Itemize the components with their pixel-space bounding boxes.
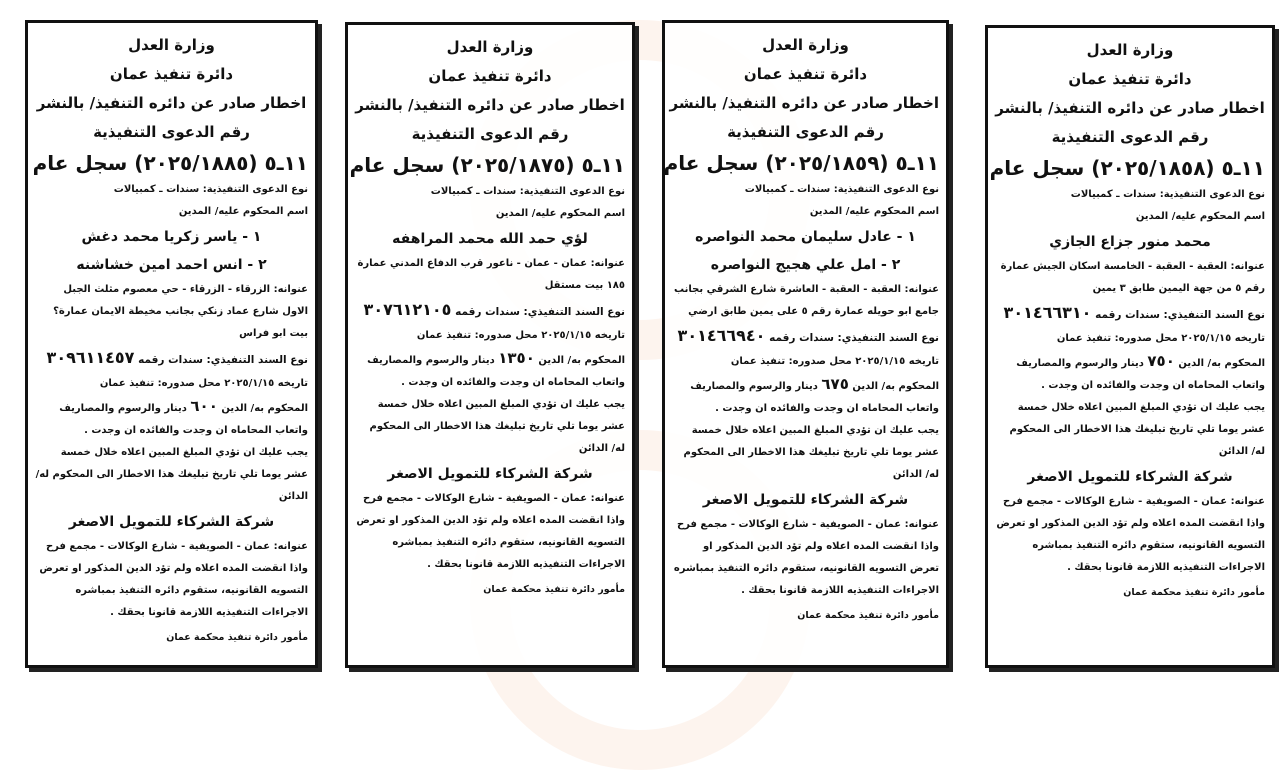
- creditor-name: شركة الشركاء للتمويل الاصغر: [702, 492, 909, 508]
- bond-prefix: نوع السند التنفيذي: سندات رقمه: [1095, 309, 1265, 321]
- debtor-address: عنوانه: العقبة - العقبة - العاشرة شارع الشرقي بجانب جامع ابو حويله عمارة رقم ٥ على يمين طابق ارضي: [674, 284, 939, 317]
- signature: مأمور دائرة تنفيذ محكمة عمان: [166, 632, 308, 643]
- judgment-prefix: المحكوم به/ الدين: [538, 355, 625, 366]
- case-type: نوع الدعوى التنفيذية: سندات ـ كمبيالات: [1070, 189, 1265, 200]
- ministry-heading: وزارة العدل: [128, 36, 215, 54]
- judgment-suffix: دينار والرسوم والمصاريف واتعاب المحاماه ان وجدت والفائده ان وجدت .: [59, 403, 308, 436]
- bond-number: ٣٠١٤٦٦٩٤٠: [677, 326, 766, 345]
- debtor-address: عنوانه: الزرقاء - الزرقاء - حي معصوم مثلث الجبل الاول شارع عماد زنكي بجانب مخيطة الايمان عمارة؟ بيت ابو فراس: [53, 284, 308, 339]
- debtor-label: اسم المحكوم عليه/ المدين: [1135, 211, 1265, 222]
- department-heading: دائرة تنفيذ عمان: [109, 65, 234, 83]
- department-heading: دائرة تنفيذ عمان: [743, 65, 868, 83]
- payment-demand: يجب عليك ان تؤدي المبلغ المبين اعلاه خلال خمسة عشر يوما تلي تاريخ تبليغك هذا الاخطار الى المحكوم له/ الدائن: [1009, 402, 1265, 457]
- judgment: [995, 350, 1265, 397]
- judgment-amount: ٧٥٠: [1147, 352, 1175, 370]
- bond-date: تاريخه ٢٠٢٥/١/١٥ محل صدوره: تنفيذ عمان: [1056, 333, 1265, 344]
- creditor-address: عنوانه: عمان - الصويفية - شارع الوكالات - مجمع فرح: [1002, 496, 1265, 507]
- case-label: رقم الدعوى التنفيذية: [1051, 128, 1209, 146]
- judgment-suffix: دينار والرسوم والمصاريف واتعاب المحاماه ان وجدت والفائده ان وجدت .: [367, 355, 625, 388]
- judgment: [35, 395, 308, 442]
- case-label: رقم الدعوى التنفيذية: [93, 123, 250, 141]
- signature: مأمور دائرة تنفيذ محكمة عمان: [1123, 587, 1265, 598]
- legal-notice: [985, 25, 1275, 668]
- debtor-address: عنوانه: العقبة - العقبة - الخامسة اسكان الجيش عمارة رقم ٥ من جهة اليمين طابق ٣ يمين: [1000, 261, 1265, 294]
- payment-demand: يجب عليك ان تؤدي المبلغ المبين اعلاه خلال خمسة عشر يوما تلي تاريخ تبليغك هذا الاخطار الى المحكوم له/ الدائن: [683, 425, 939, 480]
- bond-line: [355, 297, 625, 325]
- ministry-heading: وزارة العدل: [1086, 41, 1174, 59]
- debtor-name: ٢ - انس احمد امين خشاشنه: [76, 257, 267, 273]
- creditor-address: عنوانه: عمان - الصويفية - شارع الوكالات - مجمع فرح: [676, 519, 939, 530]
- creditor-address: عنوانه: عمان - الصويفية - شارع الوكالات - مجمع فرح: [45, 541, 308, 552]
- closing-text: واذا انقضت المده اعلاه ولم تؤد الدين المذكور او تعرض التسويه القانونيه، ستقوم دائره التنفيذ بمباشره الاجراءات التنفيذيه اللازمة قانونا بحقك .: [673, 541, 939, 596]
- creditor-name: شركة الشركاء للتمويل الاصغر: [68, 514, 275, 530]
- notice-title: اخطار صادر عن دائره التنفيذ/ بالنشر: [355, 96, 625, 114]
- creditor-address: عنوانه: عمان - الصويفية - شارع الوكالات - مجمع فرح: [362, 493, 625, 504]
- judgment-prefix: المحكوم به/ الدين: [852, 381, 939, 392]
- creditor-name: شركة الشركاء للتمويل الاصغر: [1027, 469, 1233, 485]
- bond-number: ٣٠١٤٦٦٣١٠: [1003, 303, 1092, 322]
- bond-prefix: نوع السند التنفيذي: سندات رقمه: [455, 306, 625, 318]
- bond-number: ٣٠٩٦١١٤٥٧: [46, 348, 135, 367]
- legal-notice: [345, 22, 635, 668]
- department-heading: دائرة تنفيذ عمان: [1068, 70, 1192, 88]
- case-number: ١١ـ٥ (٢٠٢٥/١٨٨٥) سجل عام: [32, 151, 308, 175]
- notice-title: اخطار صادر عن دائره التنفيذ/ بالنشر: [669, 94, 939, 112]
- debtor-name: ٢ - امل علي هجيج النواصره: [710, 257, 901, 273]
- notice-title: اخطار صادر عن دائره التنفيذ/ بالنشر: [36, 94, 307, 112]
- judgment: [672, 373, 939, 420]
- debtor-name: ١ - ياسر زكريا محمد دغش: [81, 229, 262, 245]
- case-number: ١١ـ٥ (٢٠٢٥/١٨٥٩) سجل عام: [663, 151, 939, 175]
- judgment-suffix: دينار والرسوم والمصاريف واتعاب المحاماه ان وجدت والفائده ان وجدت .: [1016, 358, 1265, 391]
- bond-line: [995, 300, 1265, 328]
- notice-title: اخطار صادر عن دائره التنفيذ/ بالنشر: [995, 99, 1265, 117]
- case-type: نوع الدعوى التنفيذية: سندات ـ كمبيالات: [430, 186, 625, 197]
- judgment-amount: ٦٠٠: [190, 397, 218, 415]
- bond-number: ٣٠٧٦١٢١٠٥: [363, 300, 452, 319]
- case-label: رقم الدعوى التنفيذية: [727, 123, 884, 141]
- debtor-label: اسم المحكوم عليه/ المدين: [809, 206, 939, 217]
- payment-demand: يجب عليك ان تؤدي المبلغ المبين اعلاه خلال خمسة عشر يوما تلي تاريخ تبليغك هذا الاخطار الى المحكوم له/ الدائن: [35, 447, 308, 502]
- bond-line: [35, 345, 308, 373]
- judgment: [355, 347, 625, 394]
- debtor-label: اسم المحكوم عليه/ المدين: [178, 206, 308, 217]
- case-type: نوع الدعوى التنفيذية: سندات ـ كمبيالات: [113, 184, 308, 195]
- signature: مأمور دائرة تنفيذ محكمة عمان: [797, 610, 939, 621]
- judgment-prefix: المحكوم به/ الدين: [1178, 358, 1265, 369]
- debtor-name: ١ - عادل سليمان محمد النواصره: [695, 229, 916, 245]
- payment-demand: يجب عليك ان تؤدي المبلغ المبين اعلاه خلال خمسة عشر يوما تلي تاريخ تبليغك هذا الاخطار الى المحكوم له/ الدائن: [369, 399, 625, 454]
- debtor-name: محمد منور جزاع الجازي: [1049, 234, 1211, 250]
- bond-prefix: نوع السند التنفيذي: سندات رقمه: [138, 354, 308, 366]
- legal-notice: [662, 20, 949, 668]
- department-heading: دائرة تنفيذ عمان: [428, 67, 552, 85]
- judgment-prefix: المحكوم به/ الدين: [221, 403, 308, 414]
- closing-text: واذا انقضت المده اعلاه ولم تؤد الدين المذكور او تعرض التسويه القانونيه، ستقوم دائره التنفيذ بمباشره الاجراءات التنفيذيه اللازمة قانونا بحقك .: [356, 515, 625, 570]
- debtor-address: عنوانه: عمان - عمان - ناعور قرب الدفاع المدني عمارة ١٨٥ بيت مستقل: [357, 258, 625, 291]
- bond-line: [672, 323, 939, 351]
- creditor-name: شركة الشركاء للتمويل الاصغر: [387, 466, 593, 482]
- judgment-amount: ١٣٥٠: [498, 349, 535, 367]
- ministry-heading: وزارة العدل: [762, 36, 849, 54]
- case-number: ١١ـ٥ (٢٠٢٥/١٨٧٥) سجل عام: [349, 153, 625, 177]
- closing-text: واذا انقضت المده اعلاه ولم تؤد الدين المذكور او تعرض التسويه القانونيه، ستقوم دائره التنفيذ بمباشره الاجراءات التنفيذيه اللازمة قانونا بحقك .: [996, 518, 1265, 573]
- case-type: نوع الدعوى التنفيذية: سندات ـ كمبيالات: [744, 184, 939, 195]
- case-number: ١١ـ٥ (٢٠٢٥/١٨٥٨) سجل عام: [989, 156, 1265, 180]
- bond-date: تاريخه ٢٠٢٥/١/١٥ محل صدوره: تنفيذ عمان: [99, 378, 308, 389]
- ministry-heading: وزارة العدل: [446, 38, 534, 56]
- signature: مأمور دائرة تنفيذ محكمة عمان: [483, 584, 625, 595]
- case-label: رقم الدعوى التنفيذية: [411, 125, 569, 143]
- debtor-label: اسم المحكوم عليه/ المدين: [495, 208, 625, 219]
- bond-date: تاريخه ٢٠٢٥/١/١٥ محل صدوره: تنفيذ عمان: [730, 356, 939, 367]
- bond-date: تاريخه ٢٠٢٥/١/١٥ محل صدوره: تنفيذ عمان: [416, 330, 625, 341]
- debtor-name: لؤي حمد الله محمد المراهفه: [392, 231, 588, 247]
- judgment-amount: ٦٧٥: [821, 375, 849, 393]
- judgment-suffix: دينار والرسوم والمصاريف واتعاب المحاماه ان وجدت والفائده ان وجدت .: [690, 381, 939, 414]
- bond-prefix: نوع السند التنفيذي: سندات رقمه: [769, 332, 939, 344]
- closing-text: واذا انقضت المده اعلاه ولم تؤد الدين المذكور او تعرض التسويه القانونيه، ستقوم دائره التنفيذ بمباشره الاجراءات التنفيذيه اللازمة قانونا بحقك .: [39, 563, 308, 618]
- legal-notice: [25, 20, 318, 668]
